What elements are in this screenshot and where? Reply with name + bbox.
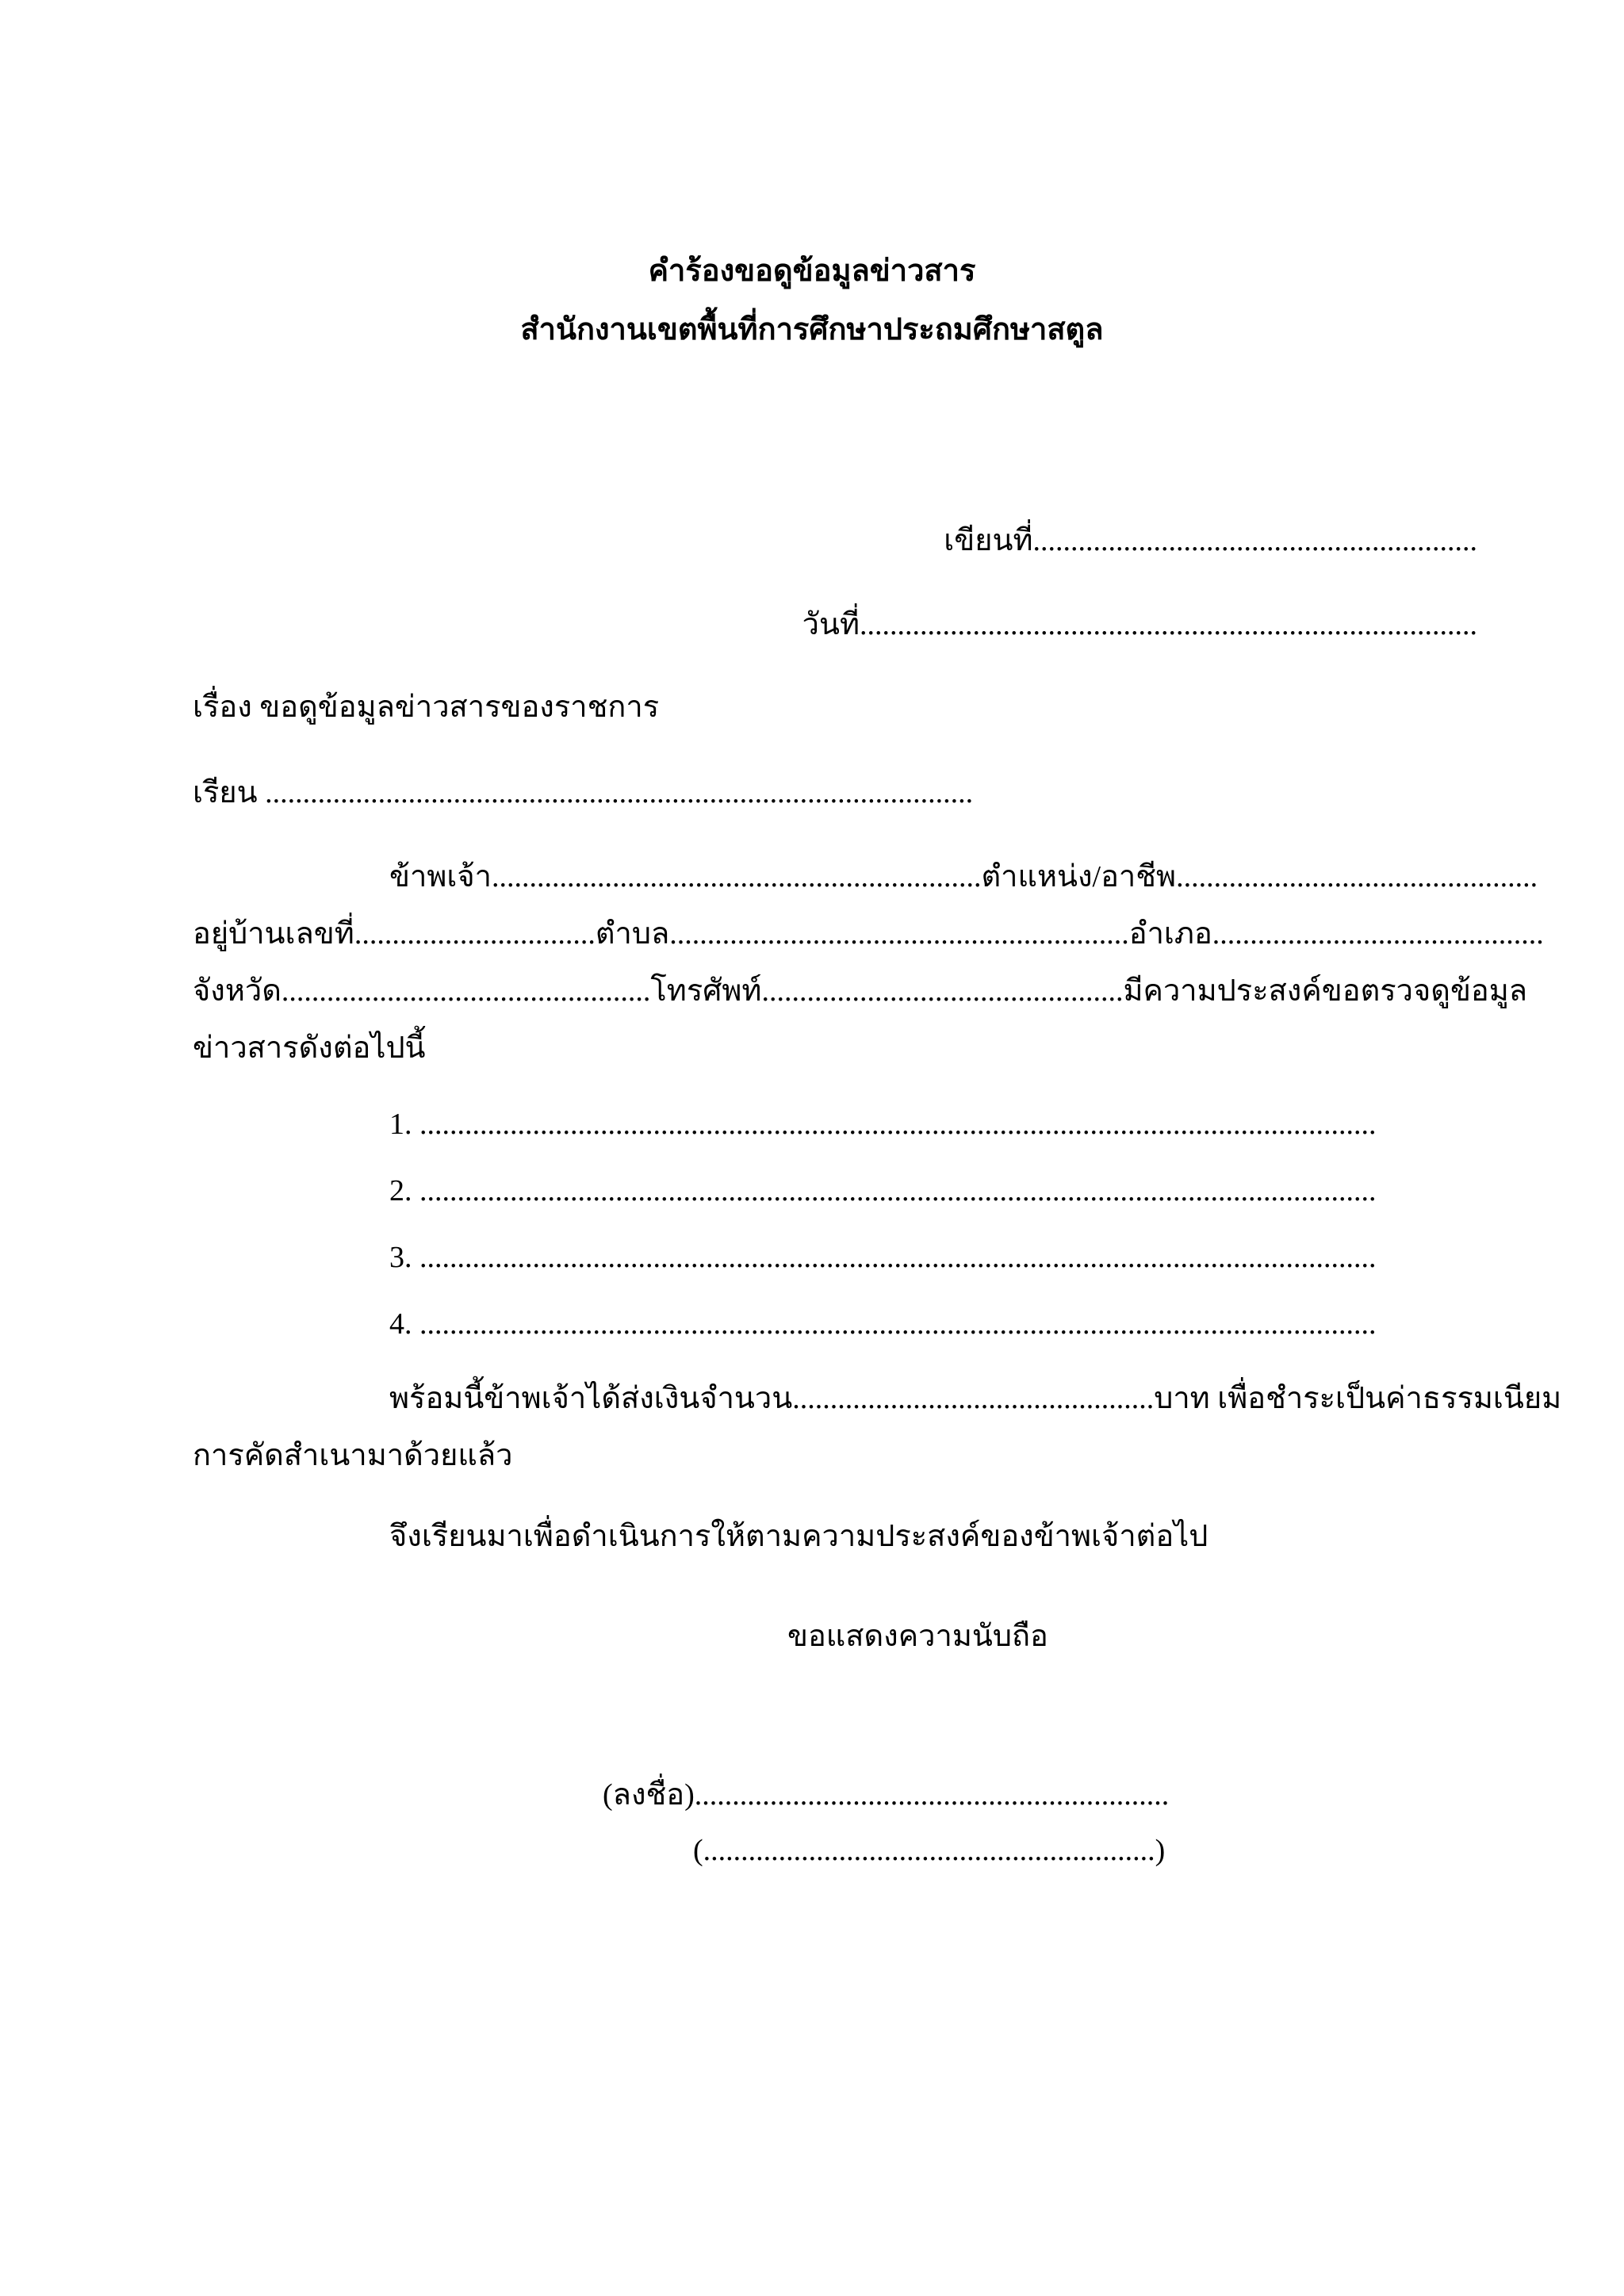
addressee-line: เรียน .............................................................................................. xyxy=(193,776,974,809)
request-intro-line: ข่าวสารดังต่อไปนี้ xyxy=(193,1031,426,1065)
form-subtitle: สำนักงานเขตพื้นที่การศึกษาประถมศึกษาสตูล xyxy=(520,313,1104,346)
province-phone-line: จังหวัด.................................................โทรศัพท์................................................มีความประสงค์ขอตรวจดูข้อมูล xyxy=(193,974,1528,1008)
written-at-field: เขียนที่........................................................... xyxy=(944,524,1477,557)
list-item: 1. ............................................................................................................................... xyxy=(389,1108,1377,1141)
list-item: 3. ............................................................................................................................... xyxy=(389,1241,1377,1274)
requester-name-line: ข้าพเจ้า.................................................................ตำแหน่ง/อาชีพ................................................ xyxy=(389,860,1538,894)
closing-request-line: จึงเรียนมาเพื่อดำเนินการให้ตามความประสงค์ของข้าพเจ้าต่อไป xyxy=(389,1520,1208,1553)
list-item: 4. ............................................................................................................................... xyxy=(389,1307,1377,1341)
signature-line: (ลงชื่อ)............................................................... xyxy=(603,1778,1170,1812)
payment-line: พร้อมนี้ข้าพเจ้าได้ส่งเงินจำนวน................................................บาท เพื่อชำระเป็นค่าธรรมเนียม xyxy=(389,1382,1562,1415)
date-field: วันที่.................................................................................. xyxy=(802,608,1477,641)
list-item: 2. ............................................................................................................................... xyxy=(389,1174,1377,1207)
printed-name-line: (............................................................) xyxy=(693,1834,1166,1867)
subject-line: เรื่อง ขอดูข้อมูลข่าวสารของราชการ xyxy=(193,691,660,724)
closing-salutation: ขอแสดงความนับถือ xyxy=(787,1620,1048,1653)
address-line: อยู่บ้านเลขที่................................ตำบล.............................................................อำเภอ............................................ xyxy=(193,917,1544,951)
payment-line-continued: การคัดสำเนามาด้วยแล้ว xyxy=(193,1439,513,1472)
form-title: คำร้องขอดูข้อมูลข่าวสาร xyxy=(648,254,976,288)
